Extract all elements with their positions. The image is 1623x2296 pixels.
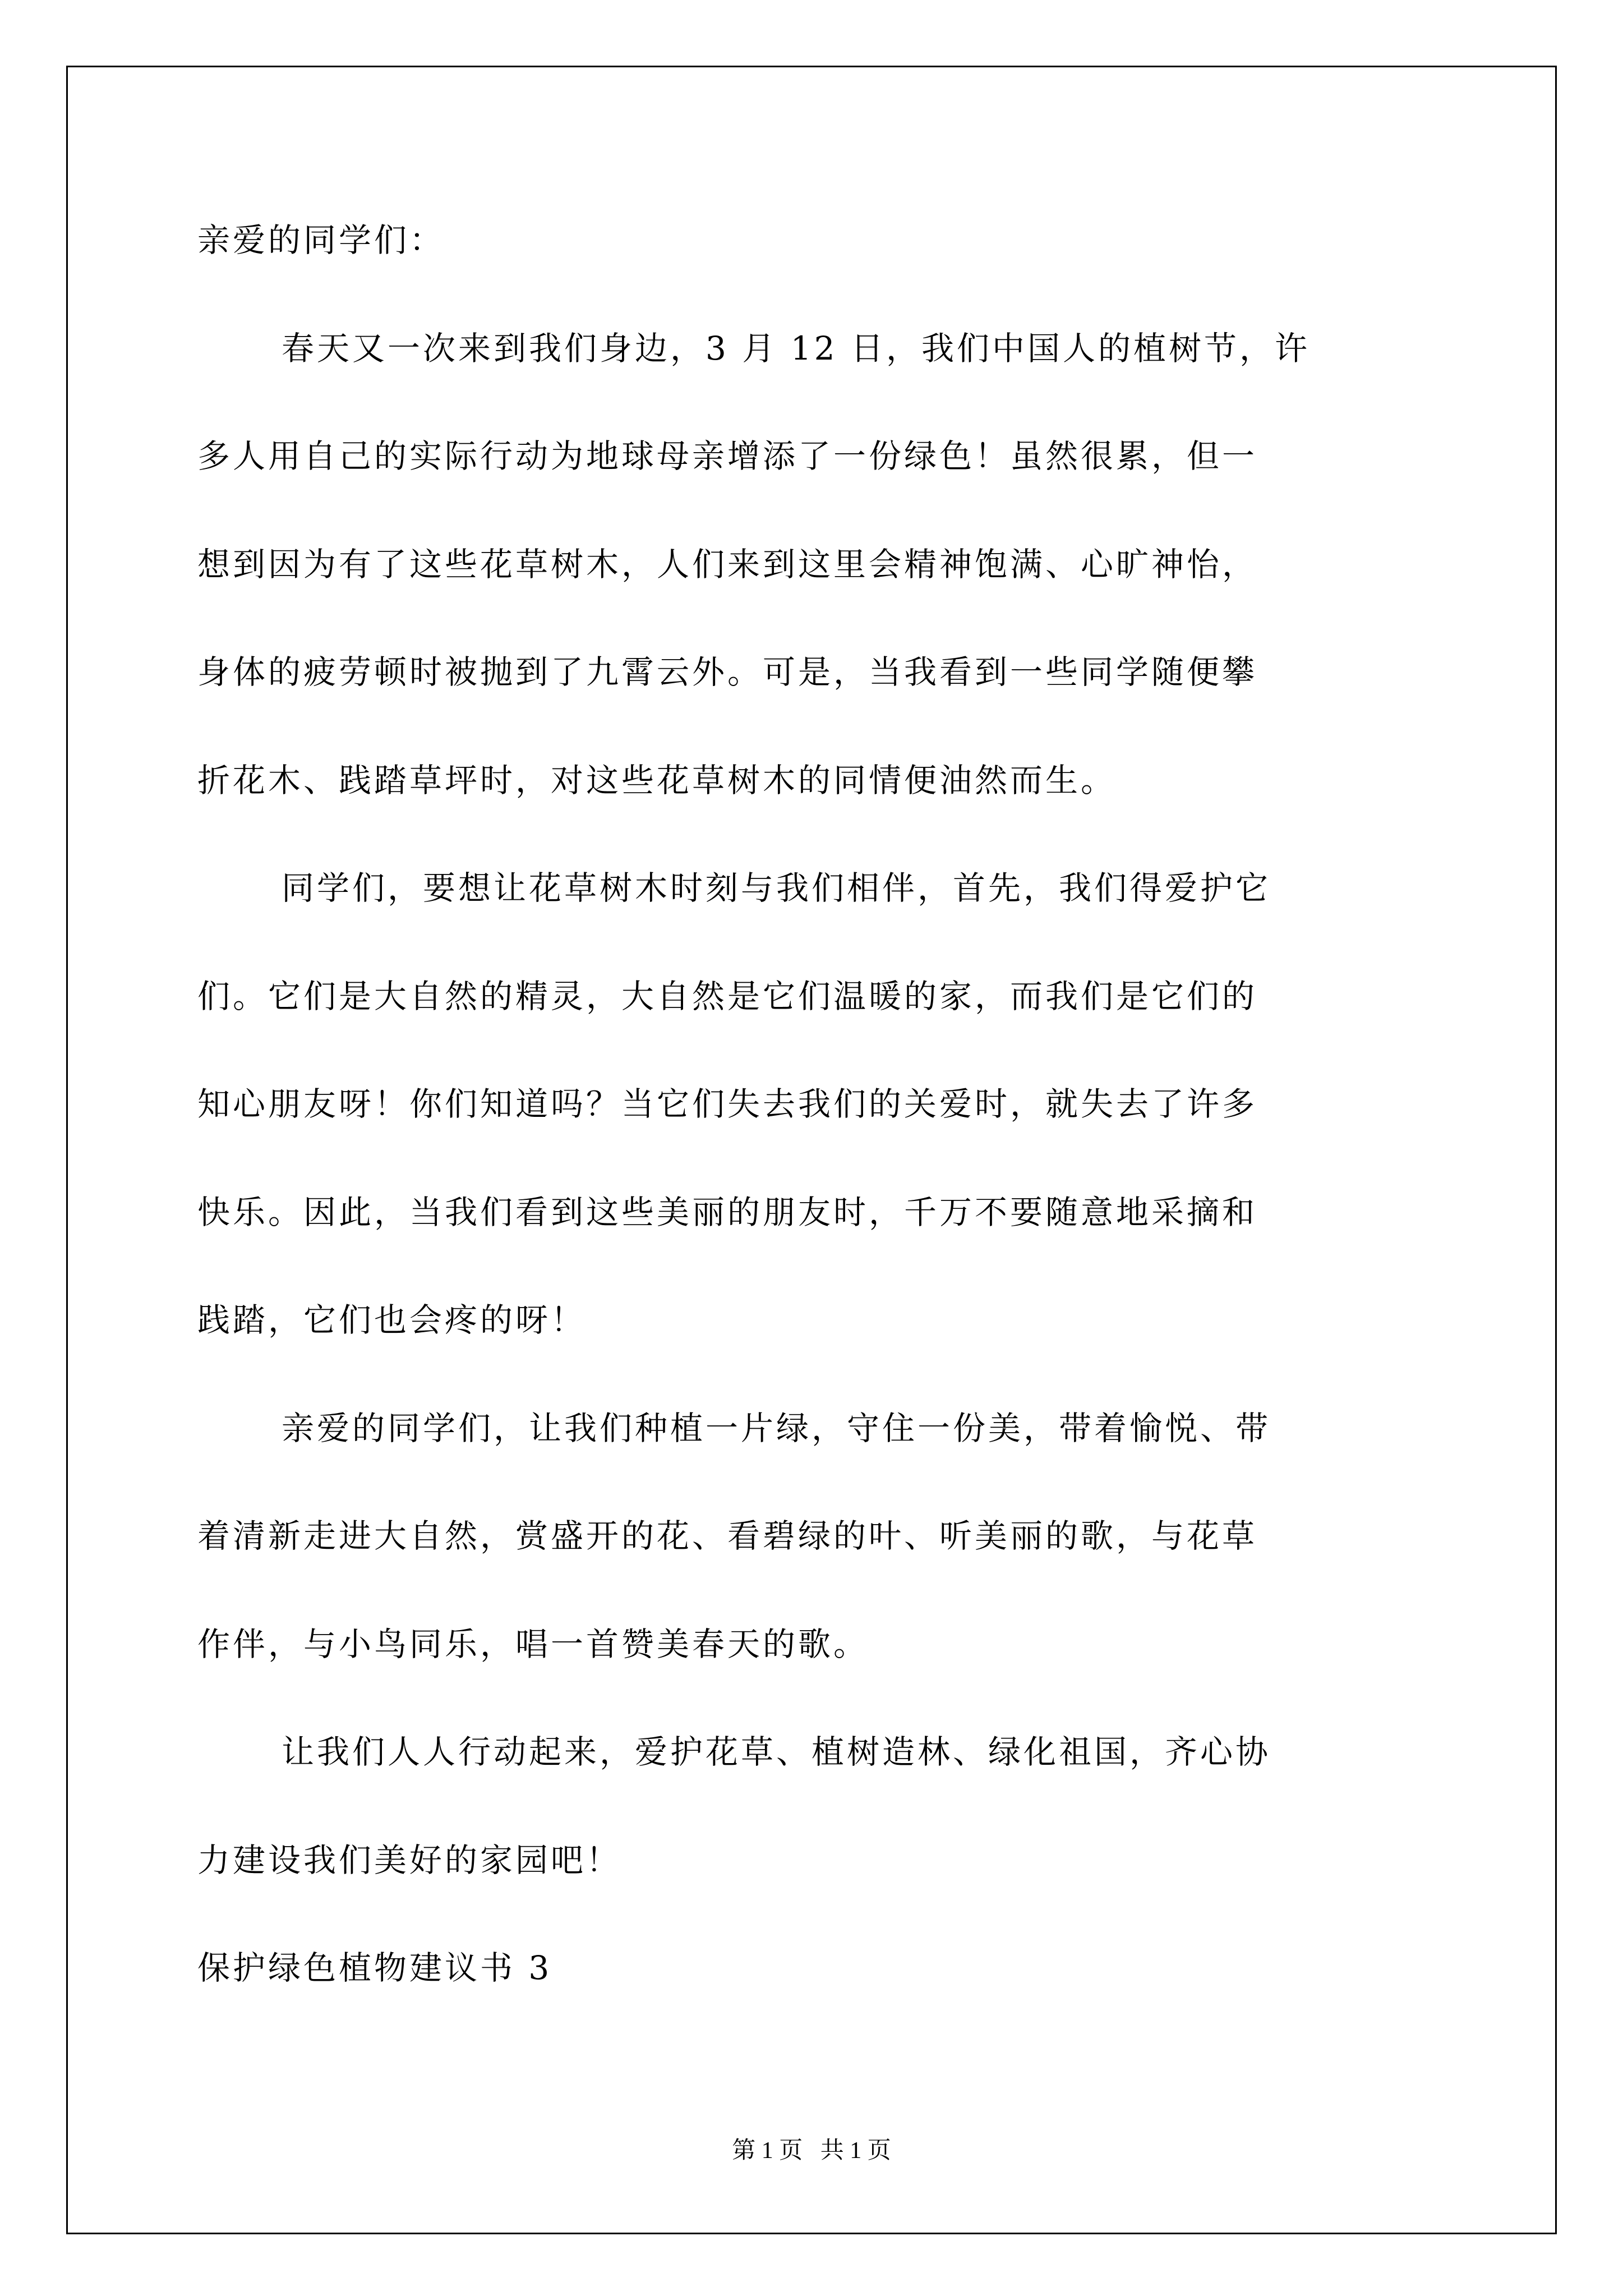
paragraph-1-line-4: 身体的疲劳顿时被抛到了九霄云外。可是，当我看到一些同学随便攀 [197, 653, 1258, 691]
paragraph-2-line-5: 践踏，它们也会疼的呀！ [197, 1301, 587, 1339]
paragraph-2-line-2: 们。它们是大自然的精灵，大自然是它们温暖的家，而我们是它们的 [197, 977, 1258, 1015]
salutation: 亲爱的同学们： [197, 221, 445, 259]
paragraph-3-line-1: 亲爱的同学们，让我们种植一片绿，守住一份美，带着愉悦、带 [282, 1409, 1271, 1447]
paragraph-2-line-4: 快乐。因此，当我们看到这些美丽的朋友时，千万不要随意地采摘和 [197, 1193, 1258, 1231]
paragraph-4-line-2: 力建设我们美好的家园吧！ [197, 1841, 622, 1879]
document-body [197, 219, 1431, 2055]
paragraph-4-line-1: 让我们人人行动起来，爱护花草、植树造林、绿化祖国，齐心协 [282, 1733, 1271, 1771]
paragraph-3-line-2: 着清新走进大自然，赏盛开的花、看碧绿的叶、听美丽的歌，与花草 [197, 1517, 1258, 1555]
paragraph-3-line-3: 作伴，与小鸟同乐，唱一首赞美春天的歌。 [197, 1625, 869, 1663]
section-title: 保护绿色植物建议书 3 [197, 1949, 552, 1987]
paragraph-1-line-1: 春天又一次来到我们身边，3 月 12 日，我们中国人的植树节，许 [282, 329, 1311, 367]
paragraph-2-line-1: 同学们，要想让花草树木时刻与我们相伴，首先，我们得爱护它 [282, 869, 1271, 907]
page-footer: 第 1 页 共 1 页 [732, 2138, 891, 2164]
paragraph-1-line-3: 想到因为有了这些花草树木，人们来到这里会精神饱满、心旷神怡， [197, 545, 1258, 583]
paragraph-2-line-3: 知心朋友呀！你们知道吗？当它们失去我们的关爱时，就失去了许多 [197, 1085, 1258, 1123]
paragraph-1-line-2: 多人用自己的实际行动为地球母亲增添了一份绿色！虽然很累，但一 [197, 437, 1258, 475]
paragraph-1-line-5: 折花木、践踏草坪时，对这些花草树木的同情便油然而生。 [197, 761, 1117, 799]
